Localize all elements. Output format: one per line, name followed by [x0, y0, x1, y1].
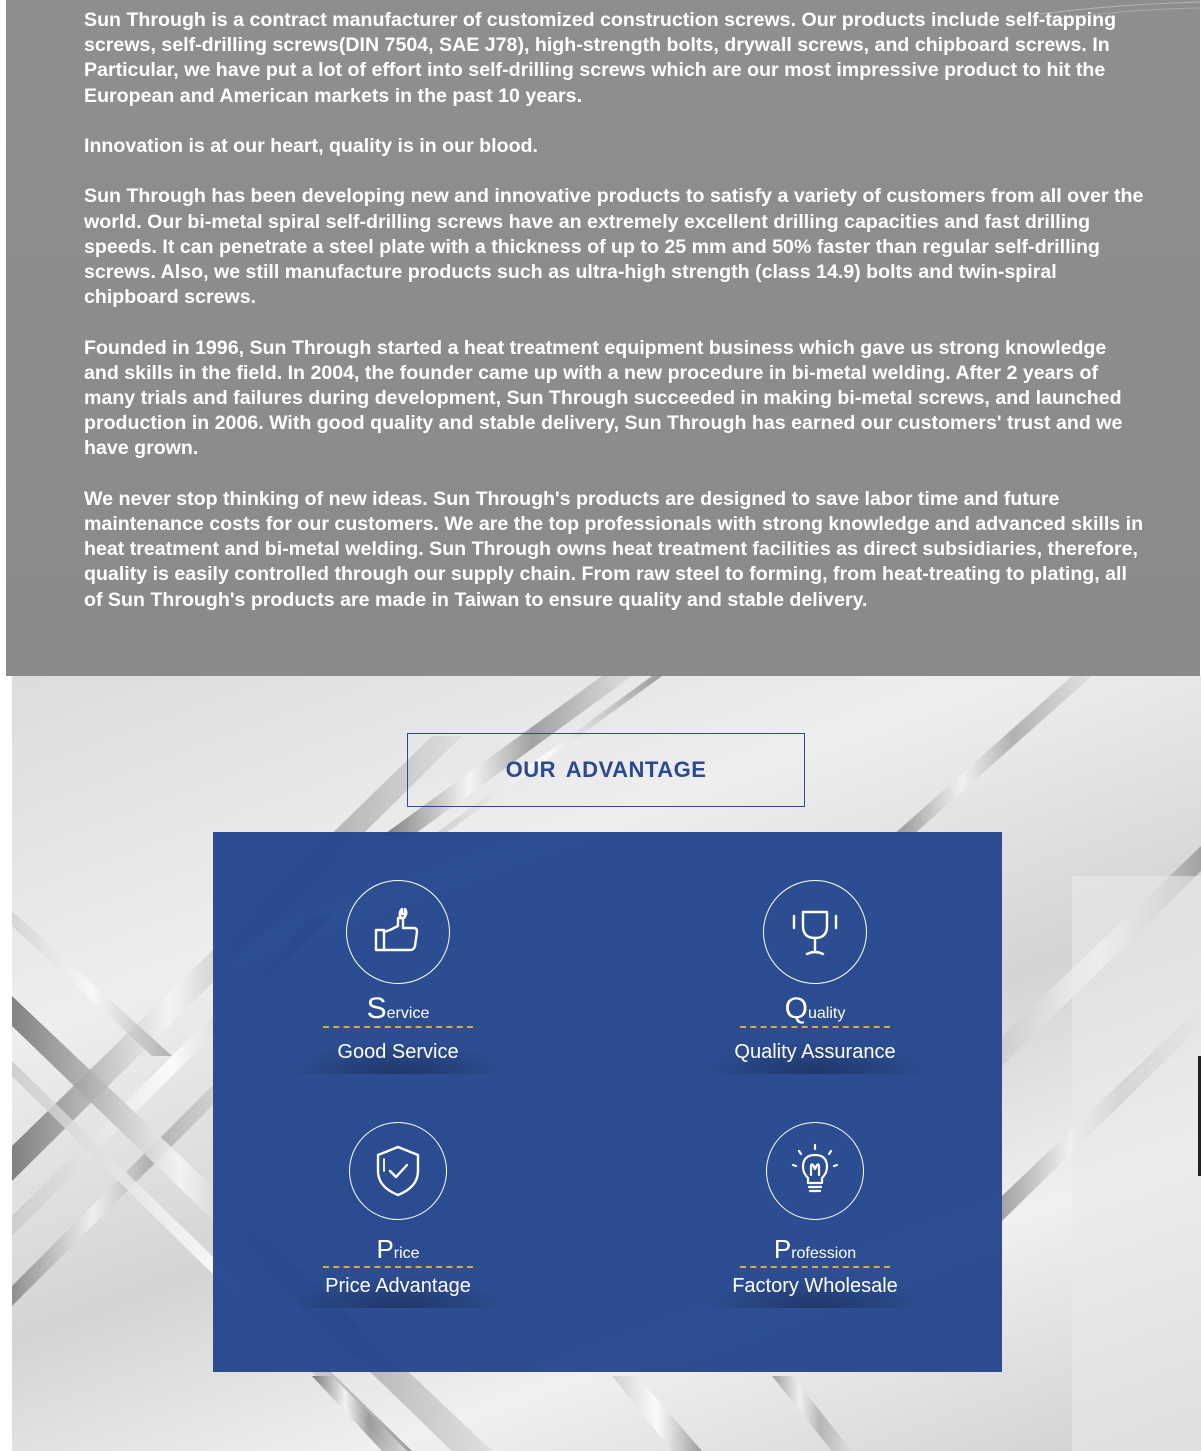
feature-price-heading: [278, 1234, 518, 1264]
intro-paragraph-3: Sun Through has been developing new and innovative products to satisfy a variety of customers from all over the world. Our bi-metal spiral self-drilling screws have an extremely excellent drilling capacities and fast drilling speeds. It can penetrate a steel plate with a thickness of up to 25 mm and 50% faster than regular self-drilling screws. Also, we still manufacture products such as ultra-high strength (class 14.9) bolts and twin-spiral chipboard screws.: [84, 185, 1144, 309]
feature-quality-label: Quality Assurance: [695, 1038, 935, 1074]
feature-profession-heading: [695, 1234, 935, 1264]
feature-service: [278, 880, 518, 1074]
light-bulb-icon: [766, 1122, 864, 1220]
thumbs-up-wrench-icon: [346, 880, 450, 984]
intro-paragraph-1: Sun Through is a contract manufacturer of customized construction screws. Our products include self-tapping screws, self-drilling screws(DIN 7504, SAE J78), high-strength bolts, drywall screws, and chipboard screws. In Particular, we have put a lot of effort into self-drilling screws which are our most impressive product to hit the European and American markets in the past 10 years.: [84, 9, 1117, 107]
trophy-cup-icon: [763, 880, 867, 984]
feature-service-initial: S: [366, 992, 387, 1025]
intro-paragraph-5: We never stop thinking of new ideas. Sun Through's products are designed to save labor time and future maintenance costs for our customers. We are the top professionals with strong knowledge and advanced skills in heat treatment and bi-metal welding. Sun Through owns heat treatment facilities as direct subsidiaries, therefore, quality is easily controlled through our supply chain. From raw steel to forming, from heat-treating to plating, all of Sun Through's products are made in Taiwan to ensure quality and stable delivery.: [84, 487, 1144, 611]
feature-service-rest: ervice: [386, 1005, 430, 1022]
shield-check-icon: [349, 1122, 447, 1220]
feature-profession-label: Factory Wholesale: [695, 1272, 935, 1308]
feature-price-label: Price Advantage: [278, 1272, 518, 1308]
feature-quality-initial: Q: [784, 992, 808, 1025]
feature-service-label: Good Service: [278, 1038, 518, 1074]
advantage-section: [12, 676, 1201, 1451]
dashed-divider: [740, 1026, 890, 1028]
intro-paragraph-2: Innovation is at our heart, quality is in our blood.: [84, 135, 538, 157]
feature-profession-initial: P: [773, 1234, 792, 1264]
advantage-title-box: [407, 733, 805, 807]
feature-service-heading: [278, 994, 518, 1024]
feature-profession: [695, 1122, 935, 1308]
feature-quality-heading: [695, 994, 935, 1024]
feature-profession-rest: rofession: [791, 1245, 857, 1262]
dashed-divider: [740, 1266, 890, 1268]
feature-price-initial: P: [376, 1234, 394, 1264]
intro-text: [84, 8, 1146, 638]
feature-quality-rest: uality: [807, 1005, 846, 1022]
feature-price: [278, 1122, 518, 1308]
dashed-divider: [323, 1026, 473, 1028]
feature-price-rest: rice: [393, 1245, 420, 1262]
intro-paragraph-4: Founded in 1996, Sun Through started a heat treatment equipment business which gave us strong knowledge and skills in the field. In 2004, the founder came up with a new procedure in bi-metal welding. After 2 years of many trials and failures during development, Sun Through succeeded in making bi-metal screws, and launched production in 2006. With good quality and stable delivery, Sun Through has earned our customers' trust and we have grown.: [84, 336, 1123, 460]
dashed-divider: [323, 1266, 473, 1268]
intro-section: [6, 0, 1200, 676]
advantage-title: OUR ADVANTAGE: [505, 757, 707, 782]
advantage-panel: [213, 832, 1002, 1372]
feature-quality: [695, 880, 935, 1074]
